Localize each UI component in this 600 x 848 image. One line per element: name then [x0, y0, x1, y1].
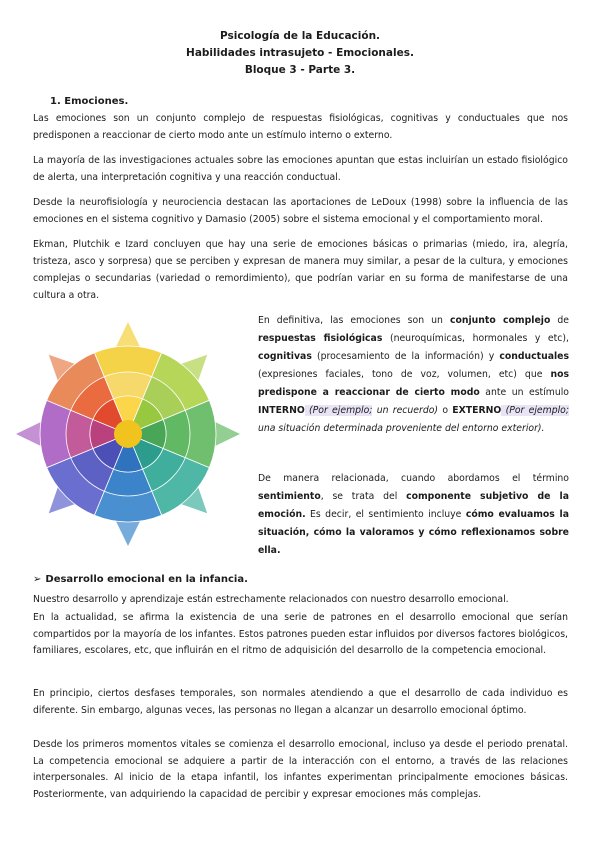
- arrow-bullet-icon: ➢: [33, 574, 42, 585]
- paragraph-early-development: Desde los primeros momentos vitales se comienza el desarrollo emocional, incluso ya desde el periodo prenatal. La competencia emocional se adquiere a partir de la interacción con el entorno, a través de las relaciones interpersonales. Al inicio de la etapa infantil, los infantes experimentan principalmente emociones básicas. Posteriormente, van adquiriendo la capacidad de percibir y expresar emociones más complejas.: [33, 739, 568, 800]
- paragraph-development: Nuestro desarrollo y aprendizaje están estrechamente relacionados con nuestro desarrollo emocional.: [33, 594, 509, 605]
- section-heading-desarrollo: ➢ Desarrollo emocional en la infancia.: [33, 574, 248, 585]
- paragraph-gaps: En principio, ciertos desfases temporales, son normales atendiendo a que el desarrollo de cada individuo es diferente. Sin embargo, algunas veces, las personas no llegan a alcanzar un desarrollo emocional óptimo.: [33, 688, 568, 716]
- wheel-center: [114, 420, 142, 448]
- emotion-wheel-image: [14, 322, 242, 554]
- block-title: Bloque 3 - Parte 3.: [244, 64, 356, 76]
- paragraph-neuroscience: Desde la neurofisiología y neurociencia destacan las aportaciones de LeDoux (1998) sobre la influencia de las emociones en el sistema cognitivo y Damasio (2005) sobre el sistema emocional y el comportamiento moral.: [33, 197, 568, 225]
- paragraph-patterns: En la actualidad, se afirma la existencia de una serie de patrones en el desarrollo emocional que serían compartidos por la mayoría de los infantes. Estos patrones pueden estar influidos por diversos factores biológicos, familiares, escolares, etc, que influirán en el ritmo de adquisición del desarrollo de la competencia emocional.: [33, 612, 568, 656]
- sentiment-paragraph: De manera relacionada, cuando abordamos el término sentimiento, se trata del componente subjetivo de la emoción. Es decir, el sentimiento incluye cómo evaluamos la situación, cómo la valoramos y cómo reflexionamos sobre ella.: [258, 473, 569, 556]
- document-header: [0, 28, 600, 79]
- course-title: Psicología de la Educación.: [219, 30, 381, 42]
- paragraph-research: La mayoría de las investigaciones actuales sobre las emociones apuntan que estas incluirían un estado fisiológico de alerta, una interpretación cognitiva y una reacción conductual.: [33, 155, 568, 183]
- topic-title: Habilidades intrasujeto - Emocionales.: [186, 47, 414, 59]
- definition-paragraph: En definitiva, las emociones son un conjunto complejo de respuestas fisiológicas (neuroquímicas, hormonales y etc), cognitivas (procesamiento de la información) y conductuales (expresiones faciales, tono de voz, volumen, etc) que nos predispone a reaccionar de cierto modo ante un estímulo INTERNO (Por ejemplo; un recuerdo) o EXTERNO (Por ejemplo; una situación determinada proveniente del entorno exterior).: [258, 315, 569, 434]
- paragraph-basic-emotions: Ekman, Plutchik e Izard concluyen que hay una serie de emociones básicas o primarias (miedo, ira, alegría, tristeza, asco y sorpresa) que se perciben y expresan de manera muy similar, a pesar de la cultura, y emociones complejas o secundarias (variedad o remordimiento), que podrían variar en su forma de manifestarse de una cultura a otra.: [33, 239, 568, 301]
- paragraph-definition: Las emociones son un conjunto complejo de respuestas fisiológicas, cognitivas y conductuales que nos predisponen a reaccionar de cierto modo ante un estímulo interno o externo.: [33, 113, 568, 141]
- section-heading-emociones: 1. Emociones.: [50, 96, 129, 107]
